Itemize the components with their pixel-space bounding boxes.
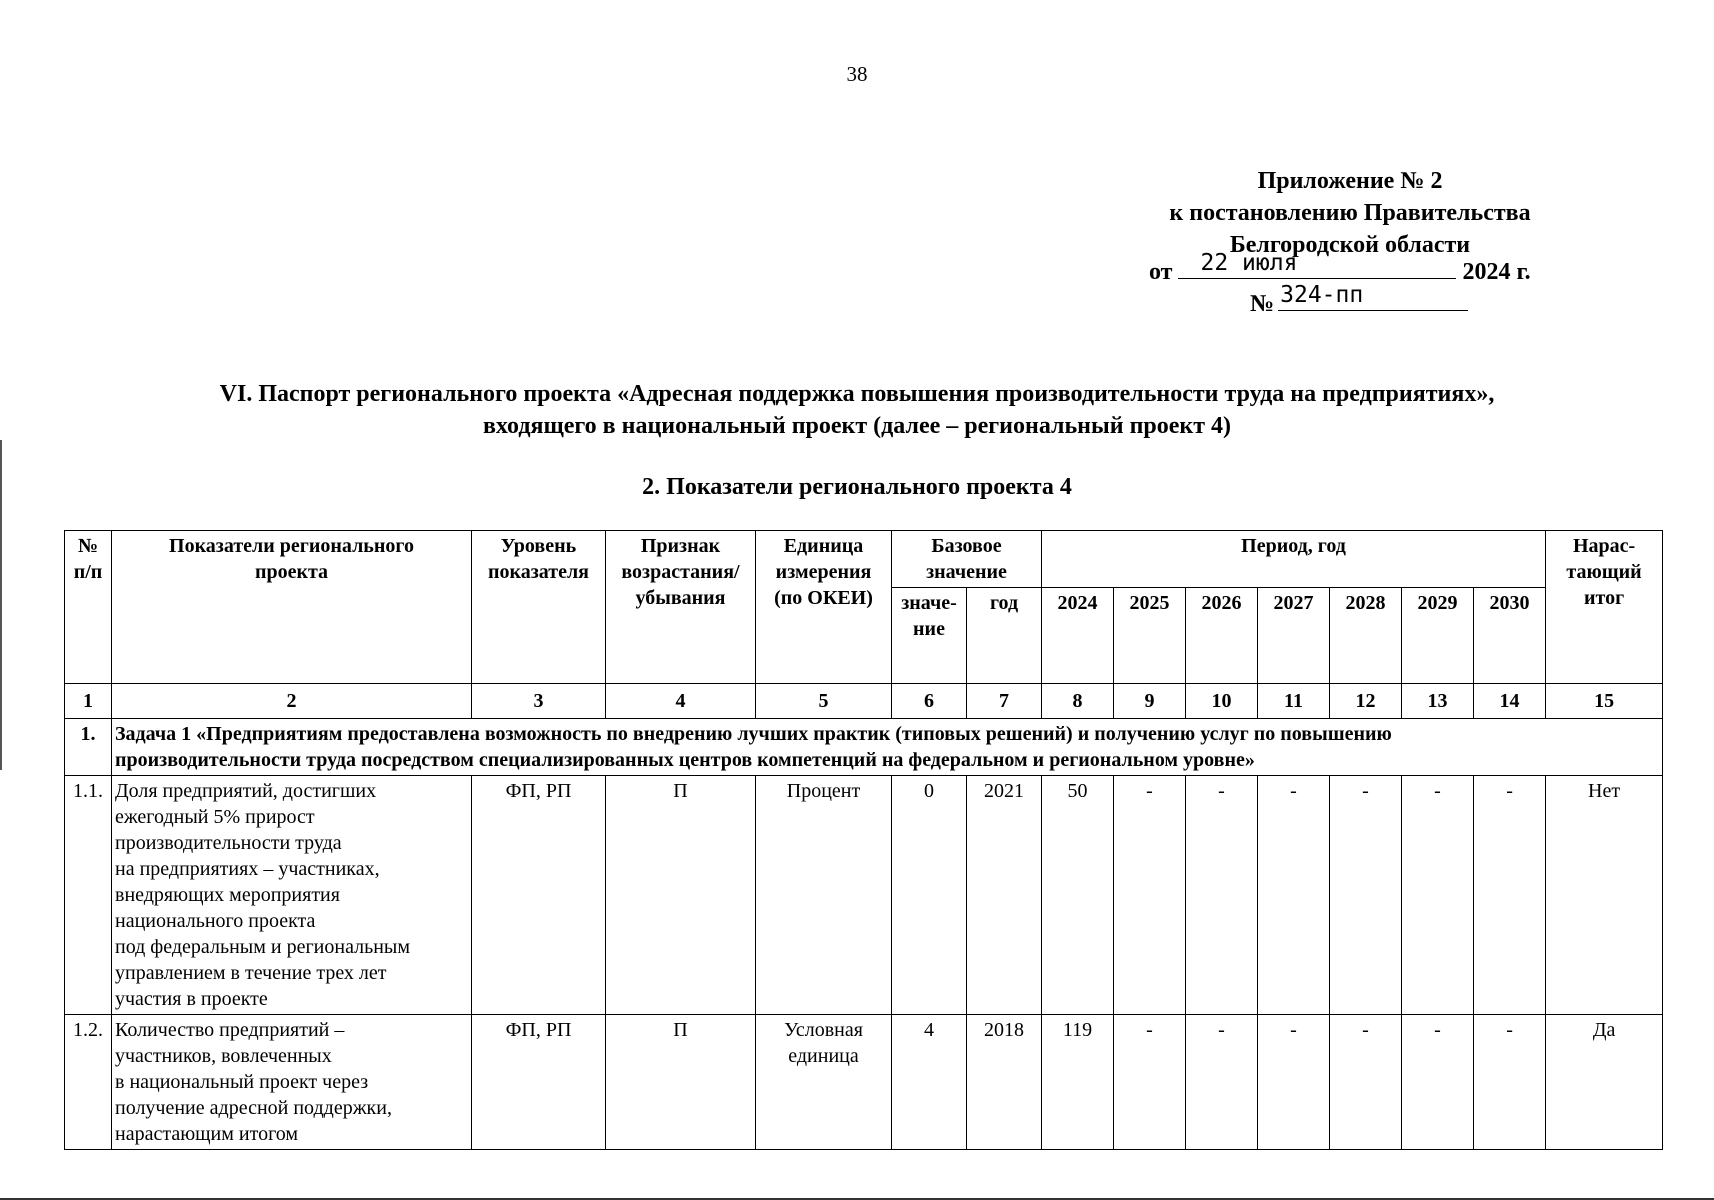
row-unit-line: единица	[788, 1045, 859, 1067]
row-year-value: -	[1258, 1015, 1330, 1150]
section-title-line-1: VI. Паспорт регионального проекта «Адресная поддержка повышения производительности труда на предприятиях»,	[219, 381, 1495, 407]
row-level: ФП, РП	[472, 776, 606, 1015]
header-year: 2026	[1186, 588, 1258, 684]
header-unit	[756, 531, 892, 684]
header-year: 2025	[1114, 588, 1186, 684]
header-base-value	[892, 588, 967, 684]
header-year: 2024	[1042, 588, 1114, 684]
row-year-value: -	[1258, 776, 1330, 1015]
row-num: 1.2.	[65, 1015, 112, 1150]
row-indicator-line: управлением в течение трех лет	[115, 962, 387, 984]
row-year-value: 50	[1042, 776, 1114, 1015]
header-level-line: Уровень	[500, 535, 577, 557]
page-number: 38	[846, 62, 868, 86]
row-year-value: -	[1114, 776, 1186, 1015]
table-header-row-1	[65, 531, 1663, 588]
header-base-year: год	[967, 588, 1042, 684]
row-indicator-line: участников, вовлеченных	[115, 1045, 332, 1067]
appendix-block	[1140, 165, 1560, 261]
row-cumulative: Да	[1546, 1015, 1663, 1150]
header-year: 2027	[1258, 588, 1330, 684]
row-indicator	[112, 1015, 472, 1150]
appendix-number-line	[1250, 282, 1468, 318]
row-unit	[756, 1015, 892, 1150]
header-num	[65, 531, 112, 684]
header-year: 2028	[1330, 588, 1402, 684]
column-number: 12	[1330, 684, 1402, 719]
column-number: 11	[1258, 684, 1330, 719]
column-number: 9	[1114, 684, 1186, 719]
row-indicator-line: в национальный проект через	[115, 1071, 369, 1093]
row-indicator-line: производительности труда	[115, 832, 342, 854]
task-text-line: производительности труда посредством специализированных центров компетенций на федеральном и региональном уровне»	[115, 749, 1255, 771]
row-indicator-line: нарастающим итогом	[115, 1123, 299, 1145]
appendix-line-3: Белгородской области	[1229, 232, 1471, 258]
header-base-line: Базовое	[931, 535, 1002, 557]
header-num-line: №	[77, 535, 99, 557]
column-number: 7	[967, 684, 1042, 719]
header-base-value-line: значе-	[901, 592, 957, 614]
row-unit-line: Условная	[784, 1019, 863, 1041]
header-sign-line: Признак	[640, 535, 721, 557]
column-number: 8	[1042, 684, 1114, 719]
header-indicator	[112, 531, 472, 684]
header-unit-line: Единица	[783, 535, 864, 557]
header-cumulative	[1546, 531, 1663, 684]
task-num: 1.	[65, 719, 112, 776]
row-base-value: 4	[892, 1015, 967, 1150]
date-value: 22 июля	[1200, 250, 1298, 276]
date-field	[1178, 250, 1456, 279]
row-year-value: -	[1474, 1015, 1546, 1150]
column-number: 15	[1546, 684, 1663, 719]
indicators-table	[64, 530, 1663, 1150]
column-number: 3	[472, 684, 606, 719]
column-number: 14	[1474, 684, 1546, 719]
header-level	[472, 531, 606, 684]
header-sign	[606, 531, 756, 684]
row-year-value: -	[1186, 1015, 1258, 1150]
header-unit-line: (по ОКЕИ)	[774, 587, 873, 609]
header-indicator-line: проекта	[254, 561, 329, 583]
header-sign-line: убывания	[635, 587, 726, 609]
row-sign: П	[606, 776, 756, 1015]
header-cumulative-line: итог	[1583, 587, 1625, 609]
row-unit	[756, 776, 892, 1015]
number-value: 324-пп	[1280, 282, 1364, 308]
row-year-value: -	[1474, 776, 1546, 1015]
row-base-value: 0	[892, 776, 967, 1015]
header-base-value-line: ние	[913, 618, 945, 640]
column-numbers-row	[65, 684, 1663, 719]
task-text	[112, 719, 1663, 776]
row-year-value: -	[1330, 1015, 1402, 1150]
row-base-year: 2018	[967, 1015, 1042, 1150]
header-num-line: п/п	[73, 561, 103, 583]
row-indicator-line: национального проекта	[115, 910, 316, 932]
row-num: 1.1.	[65, 776, 112, 1015]
row-cumulative: Нет	[1546, 776, 1663, 1015]
row-year-value: 119	[1042, 1015, 1114, 1150]
row-year-value: -	[1186, 776, 1258, 1015]
row-indicator-line: внедряющих мероприятия	[115, 884, 340, 906]
column-number: 4	[606, 684, 756, 719]
row-indicator-line: ежегодный 5% прирост	[115, 806, 315, 828]
row-unit-line: Процент	[786, 780, 861, 802]
column-number: 5	[756, 684, 892, 719]
table-row	[65, 1015, 1663, 1150]
header-cumulative-line: тающий	[1566, 561, 1642, 583]
section-title	[0, 378, 1714, 442]
column-number: 2	[112, 684, 472, 719]
row-indicator-line: Количество предприятий –	[115, 1019, 345, 1041]
date-suffix: 2024 г.	[1462, 259, 1531, 285]
header-cumulative-line: Нарас-	[1572, 535, 1636, 557]
header-base	[892, 531, 1042, 588]
section-title-line-2: входящего в национальный проект (далее – региональный проект 4)	[482, 413, 1232, 439]
table-row	[65, 776, 1663, 1015]
task-text-line: Задача 1 «Предприятиям предоставлена возможность по внедрению лучших практик (типовых решений) и получению услуг по повышению	[115, 723, 1392, 745]
header-base-line: значение	[926, 561, 1007, 583]
header-indicator-line: Показатели регионального	[169, 535, 414, 557]
row-indicator-line: участия в проекте	[115, 988, 268, 1010]
row-level: ФП, РП	[472, 1015, 606, 1150]
row-year-value: -	[1402, 1015, 1474, 1150]
header-unit-line: измерения	[775, 561, 872, 583]
row-indicator-line: на предприятиях – участниках,	[115, 858, 380, 880]
appendix-line-1: Приложение № 2	[1257, 168, 1443, 194]
header-period: Период, год	[1042, 531, 1546, 588]
number-prefix: №	[1250, 291, 1275, 317]
row-base-year: 2021	[967, 776, 1042, 1015]
row-year-value: -	[1114, 1015, 1186, 1150]
column-number: 6	[892, 684, 967, 719]
appendix-line-2: к постановлению Правительства	[1169, 200, 1531, 226]
row-indicator-line: под федеральным и региональным	[115, 936, 411, 958]
row-sign: П	[606, 1015, 756, 1150]
header-level-line: показателя	[487, 561, 589, 583]
row-indicator-line: Доля предприятий, достигших	[115, 780, 377, 802]
row-indicator-line: получение адресной поддержки,	[115, 1097, 392, 1119]
header-year: 2030	[1474, 588, 1546, 684]
row-indicator	[112, 776, 472, 1015]
column-number: 10	[1186, 684, 1258, 719]
number-field	[1278, 282, 1468, 311]
column-number: 13	[1402, 684, 1474, 719]
header-year: 2029	[1402, 588, 1474, 684]
header-sign-line: возрастания/	[621, 561, 740, 583]
date-prefix: от	[1149, 259, 1173, 285]
row-year-value: -	[1330, 776, 1402, 1015]
task-row	[65, 719, 1663, 776]
row-year-value: -	[1402, 776, 1474, 1015]
subsection-title: 2. Показатели регионального проекта 4	[642, 474, 1072, 500]
column-number: 1	[65, 684, 112, 719]
